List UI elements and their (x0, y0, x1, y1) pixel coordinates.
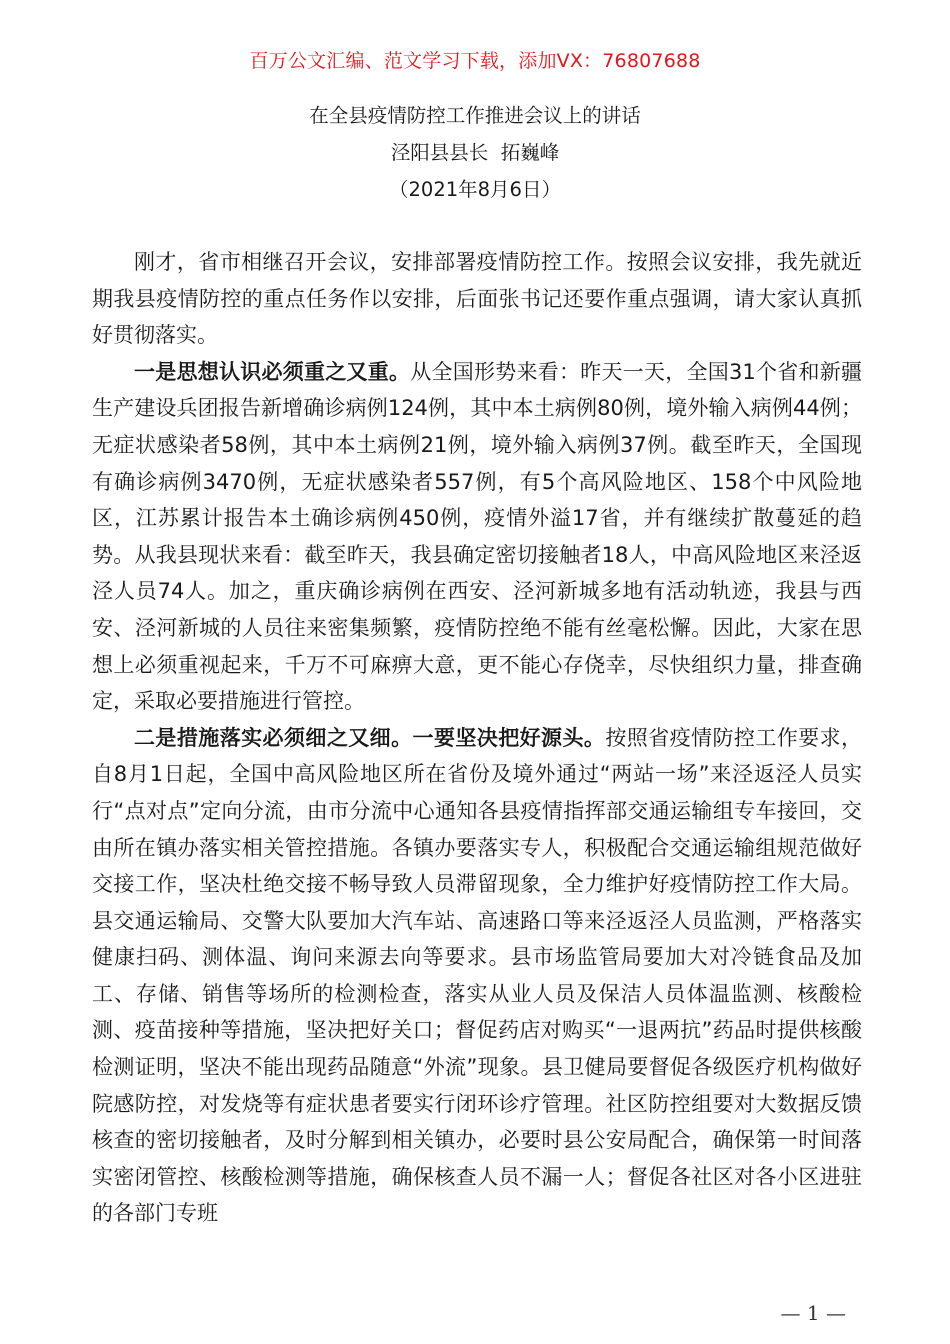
paragraph-measures (92, 720, 862, 1232)
speech-date: （2021年8月6日） (389, 178, 561, 201)
paragraph-lead: 一是思想认识必须重之又重。 (134, 359, 411, 384)
paragraph-thinking (92, 354, 862, 720)
speech-title: 在全县疫情防控工作推进会议上的讲话 (309, 104, 641, 127)
watermark-banner: 百万公文汇编、范文学习下载，添加VX：76807688 (249, 50, 701, 72)
speaker-line: 泾阳县县长 拓巍峰 (390, 141, 560, 164)
paragraph-text: 刚才，省市相继召开会议，安排部署疫情防控工作。按照会议安排，我先就近期我县疫情防控的重点任务作以安排，后面张书记还要作重点强调，请大家认真抓好贯彻落实。 (92, 250, 862, 348)
paragraph-intro (92, 244, 862, 354)
page-number: — 1 — (780, 1301, 846, 1325)
paragraph-lead: 二是措施落实必须细之又细。一要坚决把好源头。 (134, 725, 606, 750)
paragraph-text: 从全国形势来看：昨天一天，全国31个省和新疆生产建设兵团报告新增确诊病例124例，其中本土病例80例，境外输入病例44例；无症状感染者58例，其中本土病例21例，境外输入病例37例。截至昨天，全国现有确诊病例3470例，无症状感染者557例，有5个高风险地区、158个中风险地区，江苏累计报告本土确诊病例450例，疫情外溢17省，并有继续扩散蔓延的趋势。从我县现状来看：截至昨天，我县确定密切接触者18人，中高风险地区来泾返泾人员74人。加之，重庆确诊病例在西安、泾河新城多地有活动轨迹，我县与西安、泾河新城的人员往来密集频繁，疫情防控绝不能有丝毫松懈。因此，大家在思想上必须重视起来，千万不可麻痹大意，更不能心存侥幸，尽快组织力量，排查确定，采取必要措施进行管控。 (92, 359, 862, 714)
speech-body (92, 244, 862, 1232)
paragraph-text: 按照省疫情防控工作要求，自8月1日起，全国中高风险地区所在省份及境外通过“两站一场”来泾返泾人员实行“点对点”定向分流，由市分流中心通知各县疫情指挥部交通运输组专车接回，交由所在镇办落实相关管控措施。各镇办要落实专人，积极配合交通运输组规范做好交接工作，坚决杜绝交接不畅导致人员滞留现象，全力维护好疫情防控工作大局。县交通运输局、交警大队要加大汽车站、高速路口等来泾返泾人员监测，严格落实健康扫码、测体温、询问来源去向等要求。县市场监管局要加大对冷链食品及加工、存储、销售等场所的检测检查，落实从业人员及保洁人员体温监测、核酸检测、疫苗接种等措施，坚决把好关口；督促药店对购买“一退两抗”药品时提供核酸检测证明，坚决不能出现药品随意“外流”现象。县卫健局要督促各级医疗机构做好院感防控，对发烧等有症状患者要实行闭环诊疗管理。社区防控组要对大数据反馈核查的密切接触者，及时分解到相关镇办，必要时县公安局配合，确保第一时间落实密闭管控、核酸检测等措施，确保核查人员不漏一人；督促各社区对各小区进驻的各部门专班 (92, 725, 863, 1226)
